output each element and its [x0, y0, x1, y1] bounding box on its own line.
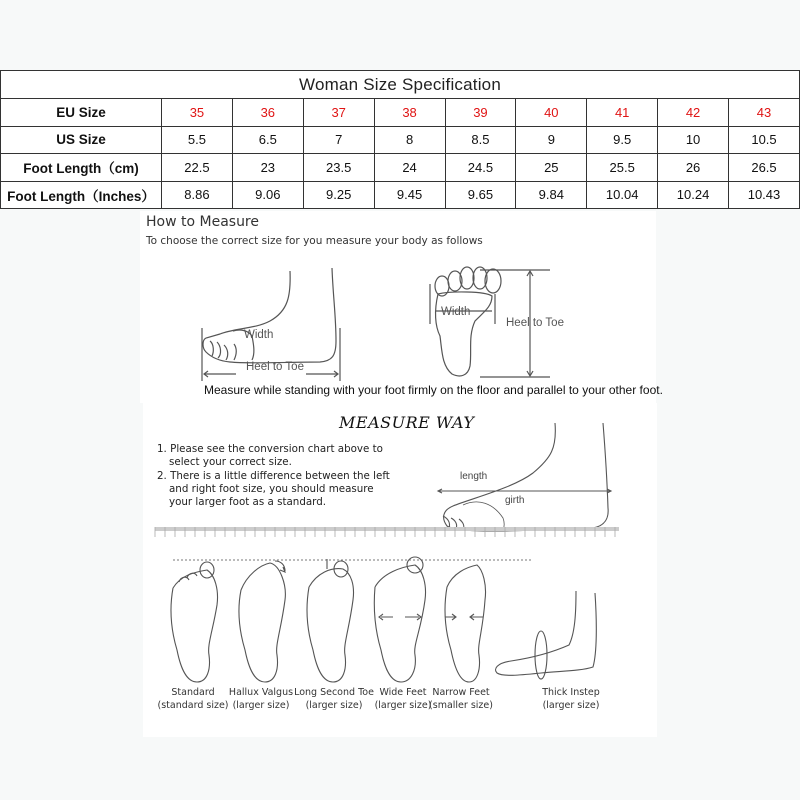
foot-type-name: Hallux Valgus [228, 687, 294, 698]
table-title-row [1, 71, 800, 99]
hallux-valgus-foot-icon [235, 555, 291, 685]
step-text: and right foot size, you should measure [169, 482, 374, 495]
how-to-measure-panel [140, 211, 663, 403]
long-second-toe-foot-icon [303, 555, 359, 685]
table-row-us [1, 126, 800, 154]
side-width-label: Width [244, 329, 274, 341]
table-cell: 8.5 [445, 126, 516, 154]
table-cell: 36 [232, 99, 303, 127]
measure-note: Measure while standing with your foot firmly on the floor and parallel to your other foot. [204, 383, 663, 397]
measure-way-title: MEASURE WAY [339, 413, 475, 432]
step-text: There is a little difference between the left [170, 469, 390, 482]
foot-type-caption [375, 686, 432, 712]
table-row-eu [1, 99, 800, 127]
table-cell: 41 [587, 99, 658, 127]
table-row-foot-inches [1, 181, 800, 209]
length-label: length [460, 471, 488, 482]
step-item [157, 470, 390, 510]
step-number: 2. [157, 469, 167, 482]
row-label: US Size [1, 126, 162, 154]
table-cell: 9.65 [445, 181, 516, 209]
foot-type-caption [429, 686, 493, 712]
top-heel-to-toe-label: Heel to Toe [506, 317, 564, 329]
table-cell: 9.5 [587, 126, 658, 154]
table-cell: 8.86 [162, 181, 233, 209]
measure-steps-list [157, 443, 390, 509]
table-cell: 7 [303, 126, 374, 154]
foot-type-name: Wide Feet [379, 687, 427, 698]
row-label: EU Size [1, 99, 162, 127]
size-specification-table [0, 70, 800, 209]
table-cell: 26 [658, 154, 729, 182]
table-cell: 8 [374, 126, 445, 154]
step-number: 1. [157, 443, 167, 455]
table-cell: 9.84 [516, 181, 587, 209]
table-cell: 5.5 [162, 126, 233, 154]
foot-type-name: Standard [171, 687, 215, 698]
foot-type-size: (larger size) [232, 700, 290, 711]
table-cell: 9.25 [303, 181, 374, 209]
table-cell: 43 [729, 99, 800, 127]
top-width-label: Width [441, 306, 471, 318]
foot-type-name: Thick Instep [542, 687, 600, 698]
foot-type-caption [229, 686, 293, 712]
foot-type-name: Narrow Feet [432, 687, 490, 698]
foot-type-size: (smaller size) [429, 700, 493, 711]
table-cell: 22.5 [162, 154, 233, 182]
table-cell: 26.5 [729, 154, 800, 182]
table-cell: 10.5 [729, 126, 800, 154]
table-cell: 6.5 [232, 126, 303, 154]
ruler-icon [155, 527, 619, 539]
table-cell: 9.06 [232, 181, 303, 209]
measure-way-panel [143, 403, 657, 737]
standard-foot-icon [167, 560, 223, 685]
table-cell: 37 [303, 99, 374, 127]
step-text: your larger foot as a standard. [169, 496, 327, 509]
foot-type-size: (larger size) [542, 700, 600, 711]
girth-label: girth [505, 495, 525, 506]
side-heel-to-toe-label: Heel to Toe [246, 361, 304, 373]
foot-type-size: (larger size) [374, 700, 432, 711]
table-title: Woman Size Specification [1, 71, 800, 99]
foot-type-caption [158, 686, 229, 712]
table-cell: 10.04 [587, 181, 658, 209]
table-cell: 10.24 [658, 181, 729, 209]
table-cell: 24.5 [445, 154, 516, 182]
table-cell: 23.5 [303, 154, 374, 182]
foot-type-size: (larger size) [305, 700, 363, 711]
foot-type-size: (standard size) [157, 700, 229, 711]
table-cell: 23 [232, 154, 303, 182]
table-cell: 10.43 [729, 181, 800, 209]
table-cell: 10 [658, 126, 729, 154]
narrow-feet-foot-icon [439, 555, 495, 685]
step-text: Please see the conversion chart above to [170, 443, 383, 455]
row-label: Foot Length（Inches） [1, 181, 162, 209]
table-cell: 42 [658, 99, 729, 127]
step-text: select your correct size. [169, 456, 292, 469]
wide-feet-foot-icon [371, 555, 431, 685]
table-cell: 9.45 [374, 181, 445, 209]
thick-instep-foot-icon [491, 583, 601, 683]
table-cell: 9 [516, 126, 587, 154]
step-item [157, 443, 390, 470]
foot-type-caption [294, 686, 374, 712]
table-row-foot-cm [1, 154, 800, 182]
table-cell: 40 [516, 99, 587, 127]
table-cell: 25.5 [587, 154, 658, 182]
row-label: Foot Length（cm) [1, 154, 162, 182]
foot-type-name: Long Second Toe [294, 687, 374, 698]
table-cell: 39 [445, 99, 516, 127]
table-cell: 35 [162, 99, 233, 127]
table-cell: 38 [374, 99, 445, 127]
foot-type-caption [542, 686, 600, 712]
table-cell: 24 [374, 154, 445, 182]
table-cell: 25 [516, 154, 587, 182]
how-to-measure-title: How to Measure [146, 214, 259, 230]
how-to-measure-subtitle: To choose the correct size for you measure your body as follows [146, 235, 483, 247]
